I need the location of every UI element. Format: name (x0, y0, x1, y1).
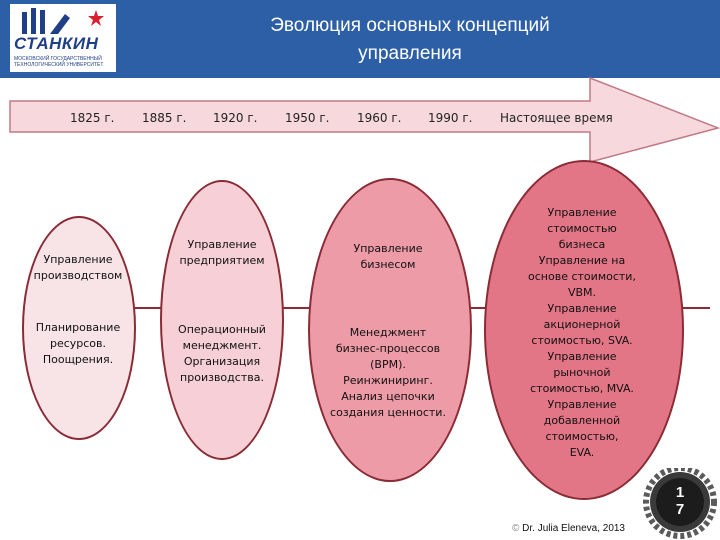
timeline-year: 1990 г. (428, 111, 473, 125)
footer-text: Dr. Julia Eleneva, 2013 (522, 523, 625, 534)
timeline-year: 1825 г. (70, 111, 115, 125)
stage-details: Операционный менеджмент. Организация производства. (178, 323, 266, 384)
stage-details: Планирование ресурсов. Поощрения. (35, 321, 121, 366)
stage-ellipse-enterprise (160, 180, 284, 460)
page-number: 1 7 (675, 484, 685, 518)
timeline-year: 1960 г. (357, 111, 402, 125)
stage-heading: Управление стоимостью бизнеса (547, 206, 617, 251)
timeline-year: 1885 г. (142, 111, 187, 125)
stankin-logo (10, 4, 116, 72)
timeline-year: Настоящее время (500, 111, 613, 125)
copyright-icon: © (512, 523, 520, 534)
stage-heading: Управление производством (33, 253, 123, 282)
title-line-1: Эволюция основных концепций (270, 15, 550, 36)
logo-name: СТАНКИН (14, 34, 99, 53)
stage-details: Управление на основе стоимости, VBM. Управление акционерной стоимостью, SVA. Управление рыночной стоимостью, MVA. Управление добавленной стоимостью, EVA. (528, 254, 636, 459)
stage-details: Менеджмент бизнес-процессов (BPM). Реинжиниринг. Анализ цепочки создания ценности. (330, 326, 446, 419)
timeline-year: 1950 г. (285, 111, 330, 125)
footer-credit (512, 523, 625, 534)
logo-subtitle: МОСКОВСКИЙ ГОСУДАРСТВЕННЫЙ ТЕХНОЛОГИЧЕСКИЙ УНИВЕРСИТЕТ (14, 56, 104, 68)
stage-heading: Управление предприятием (179, 238, 265, 267)
timeline-year: 1920 г. (213, 111, 258, 125)
page-title (150, 12, 670, 68)
title-line-2: управления (358, 43, 462, 64)
header-bar (0, 0, 720, 78)
stage-heading: Управление бизнесом (353, 242, 423, 271)
